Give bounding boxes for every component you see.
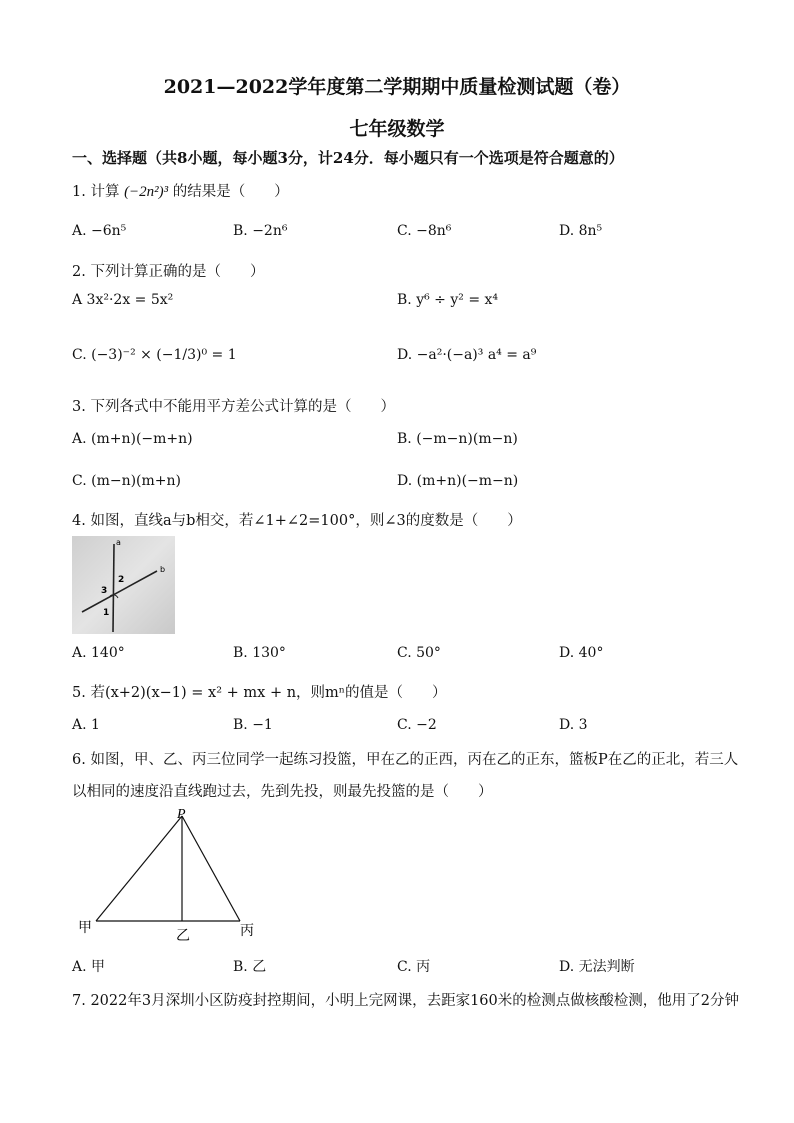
question-2-option-b[interactable]: B. y⁶ ÷ y² = x⁴ bbox=[397, 292, 499, 308]
point-bing-label: 丙 bbox=[240, 923, 254, 939]
question-6-option-a[interactable]: A. 甲 bbox=[72, 959, 106, 975]
angle-1-label: 1 bbox=[103, 608, 110, 618]
question-5-option-a[interactable]: A. 1 bbox=[72, 717, 100, 733]
question-1-option-c[interactable]: C. −8n⁶ bbox=[397, 223, 452, 239]
exam-title: 2021—2022学年度第二学期期中质量检测试题（卷） bbox=[163, 76, 631, 98]
question-1-option-d[interactable]: D. 8n⁵ bbox=[559, 223, 603, 239]
section-heading: 一、选择题（共8小题，每小题3分，计24分．每小题只有一个选项是符合题意的） bbox=[72, 149, 624, 167]
question-5-stem: 5. 若(x+2)(x−1) = x² + mx + n，则mⁿ的值是（ ） bbox=[72, 685, 447, 701]
question-4-option-b[interactable]: B. 130° bbox=[233, 645, 286, 661]
question-1-prefix: 1. 计算 bbox=[72, 184, 120, 200]
angle-3-label: 3 bbox=[101, 586, 108, 596]
question-4-stem: 4. 如图，直线a与b相交，若∠1+∠2=100°，则∠3的度数是（ ） bbox=[72, 513, 522, 529]
question-1-stem bbox=[72, 180, 289, 201]
question-3-option-d[interactable]: D. (m+n)(−m−n) bbox=[397, 473, 519, 489]
question-6-stem-line-1: 6. 如图，甲、乙、丙三位同学一起练习投篮，甲在乙的正西，丙在乙的正东，篮板P在乙的正北，若三人 bbox=[72, 752, 739, 768]
question-7-stem: 7. 2022年3月深圳小区防疫封控期间，小明上完网课，去距家160米的检测点做核酸检测，他用了2分钟 bbox=[72, 993, 739, 1009]
line-a-label: a bbox=[116, 538, 121, 547]
question-5-option-c[interactable]: C. −2 bbox=[397, 717, 437, 733]
question-2-option-a[interactable]: A 3x²·2x = 5x² bbox=[72, 292, 174, 308]
basketball-triangle-figure bbox=[70, 806, 270, 946]
question-2-option-c[interactable]: C. (−3)⁻² × (−1/3)⁰ = 1 bbox=[72, 347, 237, 363]
intersecting-lines-photo bbox=[72, 536, 175, 634]
question-3-stem: 3. 下列各式中不能用平方差公式计算的是（ ） bbox=[72, 399, 395, 415]
question-4-option-d[interactable]: D. 40° bbox=[559, 645, 604, 661]
question-5-option-b[interactable]: B. −1 bbox=[233, 717, 273, 733]
question-1-option-a[interactable]: A. −6n⁵ bbox=[72, 223, 127, 239]
question-4-option-c[interactable]: C. 50° bbox=[397, 645, 441, 661]
intersecting-lines-figure bbox=[72, 536, 175, 634]
question-1-option-b[interactable]: B. −2n⁶ bbox=[233, 223, 288, 239]
angle-2-label: 2 bbox=[118, 575, 125, 585]
question-3-option-c[interactable]: C. (m−n)(m+n) bbox=[72, 473, 182, 489]
question-2-option-d[interactable]: D. −a²·(−a)³ a⁴ = a⁹ bbox=[397, 347, 537, 363]
point-yi-label: 乙 bbox=[176, 928, 190, 944]
question-6-option-c[interactable]: C. 丙 bbox=[397, 959, 431, 975]
question-6-option-d[interactable]: D. 无法判断 bbox=[559, 959, 635, 975]
question-1-suffix: 的结果是（ ） bbox=[172, 184, 289, 200]
question-6-stem-line-2: 以相同的速度沿直线跑过去，先到先投，则最先投篮的是（ ） bbox=[72, 784, 493, 800]
question-3-option-a[interactable]: A. (m+n)(−m+n) bbox=[72, 431, 193, 447]
line-b-label: b bbox=[160, 565, 166, 574]
question-3-option-b[interactable]: B. (−m−n)(m−n) bbox=[397, 431, 518, 447]
question-5-option-d[interactable]: D. 3 bbox=[559, 717, 588, 733]
exam-subtitle: 七年级数学 bbox=[349, 118, 445, 140]
point-jia-label: 甲 bbox=[78, 920, 92, 936]
question-4-option-a[interactable]: A. 140° bbox=[72, 645, 125, 661]
question-6-option-b[interactable]: B. 乙 bbox=[233, 959, 267, 975]
question-1-expression: (−2n²)³ bbox=[124, 184, 169, 200]
question-2-stem: 2. 下列计算正确的是（ ） bbox=[72, 264, 265, 280]
point-p-label: P bbox=[177, 807, 186, 822]
